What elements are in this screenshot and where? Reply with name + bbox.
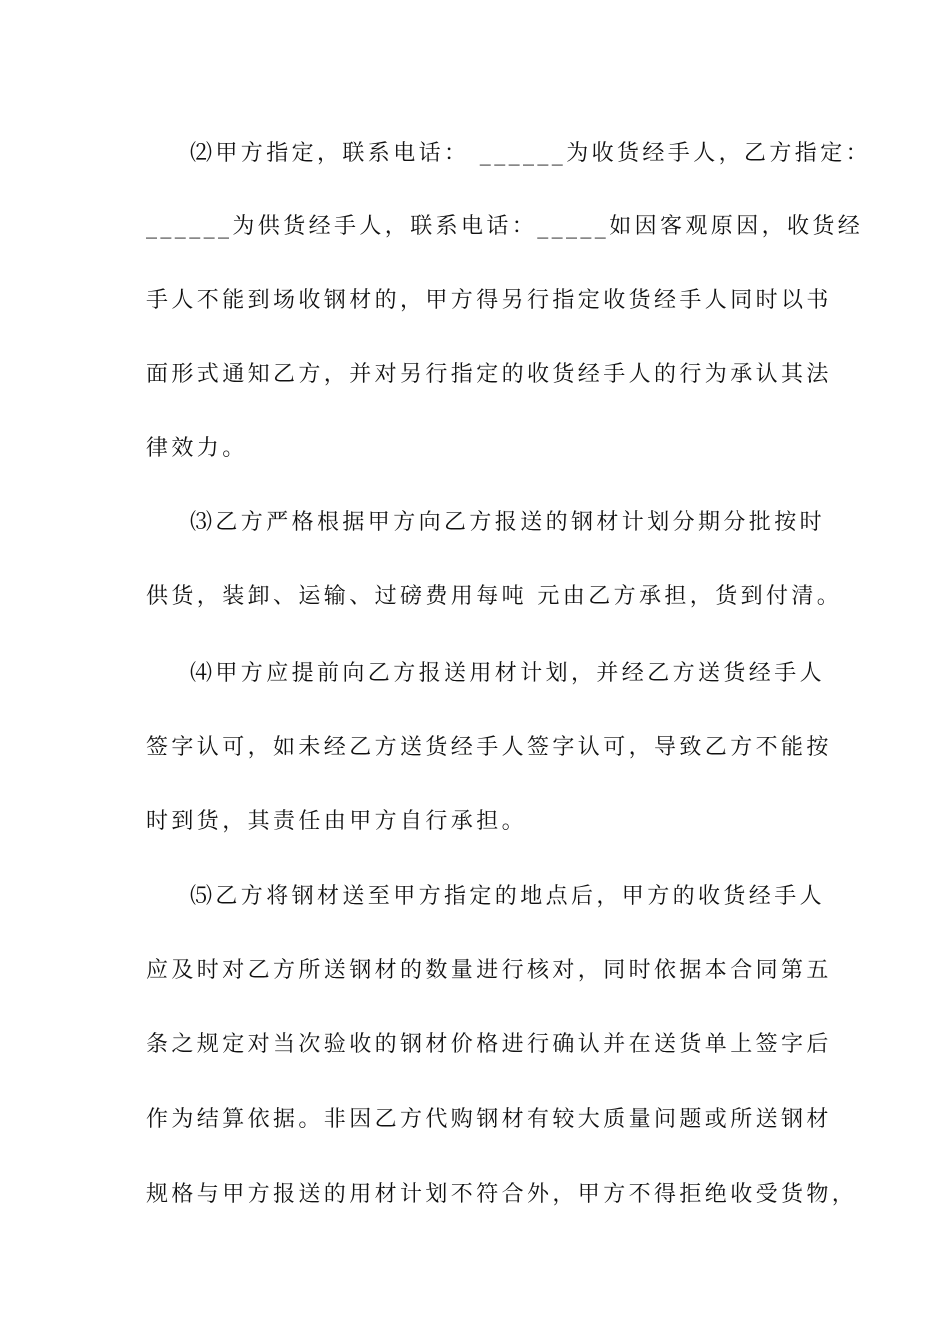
text-line: 签字认可，如未经乙方送货经手人签字认可，导致乙方不能按 [146,735,832,760]
text-line: ⑷甲方应提前向乙方报送用材计划，并经乙方送货经手人 [190,661,826,686]
text-line: ⑶乙方严格根据甲方向乙方报送的钢材计划分期分批按时 [190,510,826,535]
text-line: 面形式通知乙方，并对另行指定的收货经手人的行为承认其法 [146,362,832,387]
text-line: 应及时对乙方所送钢材的数量进行核对，同时依据本合同第五 [146,958,832,983]
text-line: 律效力。 [146,436,248,461]
text-line: 供货，装卸、运输、过磅费用每吨 元由乙方承担，货到付清。 [146,584,843,609]
text-line: 时到货，其责任由甲方自行承担。 [146,809,528,834]
text-line: ______为供货经手人，联系电话：_____如因客观原因，收货经 [146,214,864,239]
text-line: 作为结算依据。非因乙方代购钢材有较大质量问题或所送钢材 [146,1107,832,1132]
text-line: ⑵甲方指定，联系电话： ______为收货经手人，乙方指定： [190,141,871,166]
text-line: ⑸乙方将钢材送至甲方指定的地点后，甲方的收货经手人 [190,884,826,909]
text-line: 规格与甲方报送的用材计划不符合外，甲方不得拒绝收受货物， [146,1182,858,1207]
text-line: 条之规定对当次验收的钢材价格进行确认并在送货单上签字后 [146,1032,832,1057]
text-line: 手人不能到场收钢材的，甲方得另行指定收货经手人同时以书 [146,288,832,313]
